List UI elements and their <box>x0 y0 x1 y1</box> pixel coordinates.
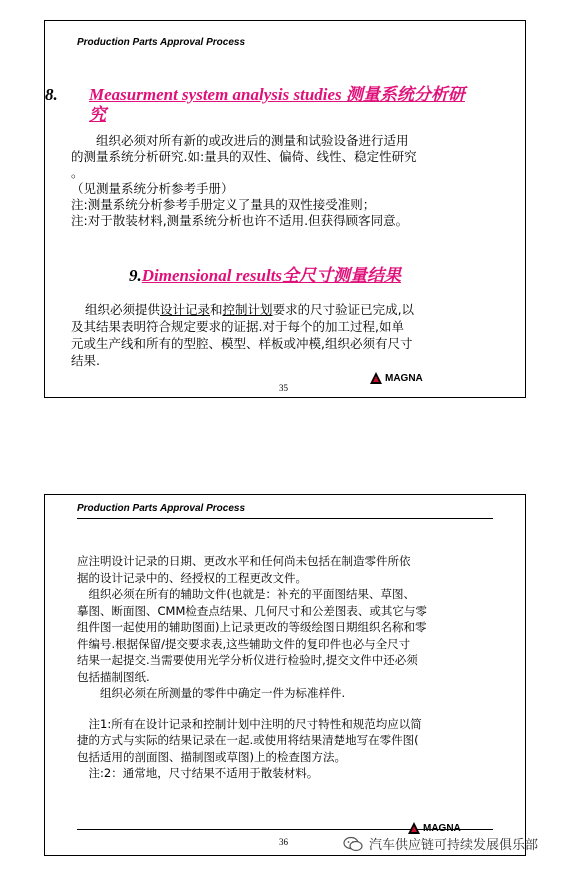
text-line: （见测量系统分析参考手册） <box>71 181 234 196</box>
text-line: 捷的方式与实际的结果记录在一起.或使用将结果清楚地写在零件图( <box>77 733 419 747</box>
magna-logo-icon <box>369 371 383 385</box>
text-span: 和 <box>210 302 223 317</box>
magna-logo <box>369 371 423 385</box>
text-line: 结果一起提交.当需要使用光学分析仪进行检验时,提交文件中还必须 <box>77 653 418 667</box>
text-line: 应注明设计记录的日期、更改水平和任何尚未包括在制造零件所依 <box>77 554 411 568</box>
watermark-text: 汽车供应链可持续发展俱乐部 <box>369 838 539 853</box>
section-title: Dimensional results全尺寸测量结果 <box>141 266 402 285</box>
magna-logo-icon <box>407 821 421 835</box>
text-line: 件编号.根据保留/提交要求表,这些辅助文件的复印件也必与全尺寸 <box>77 636 411 651</box>
logo-text: MAGNA <box>423 822 461 834</box>
slide-36 <box>44 494 526 856</box>
text-line: 。 <box>71 165 84 180</box>
text-line: 注:测量系统分析参考手册定义了量具的双性接受准则； <box>71 197 376 212</box>
section-number: 9. <box>129 266 142 285</box>
slide-35 <box>44 20 526 398</box>
text-line: 注:2：通常地，尺寸结果不适用于散装材料。 <box>77 766 319 780</box>
header-rule <box>77 518 493 519</box>
wechat-icon <box>343 836 363 852</box>
text-line: 注:对于散装材料,测量系统分析也许不适用.但获得顾客同意。 <box>71 213 409 228</box>
page-number: 36 <box>279 837 288 847</box>
slide-header: Production Parts Approval Process <box>77 503 246 514</box>
text-line: 据的设计记录中的、经授权的工程更改文件。 <box>77 570 307 585</box>
blank-line <box>77 702 493 716</box>
text-line <box>71 301 501 318</box>
section-number: 8. <box>45 85 58 104</box>
text-line: 包括适用的剖面图、描制图或草图)上的检查图方法。 <box>77 749 346 764</box>
section-8-body <box>71 133 501 229</box>
section-title: Measurment system analysis studies 测量系统分析研究 <box>89 85 465 124</box>
text-line: 及其结果表明符合规定要求的证据.对于每个的加工过程,如单 <box>71 319 404 334</box>
section-9-heading <box>129 261 401 286</box>
text-line: 组织必须对所有新的或改进后的测量和试验设备进行适用 <box>71 133 409 148</box>
text-line: 包括描制图纸. <box>77 669 150 684</box>
text-line: 摹图、断面图、CMM检查点结果、几何尺寸和公差图表、或其它与零 <box>77 603 427 618</box>
slide-body <box>77 553 493 782</box>
text-line: 元或生产线和所有的型腔、模型、样板或冲模,组织必须有尺寸 <box>71 336 413 351</box>
text-line: 的测量系统分析研究.如:量具的双性、偏倚、线性、稳定性研究 <box>71 149 417 164</box>
text-line: 注1:所有在设计记录和控制计划中注明的尺寸特性和规范均应以简 <box>77 716 422 731</box>
page-number: 35 <box>279 383 288 393</box>
logo-text: MAGNA <box>385 372 423 384</box>
text-line: 组织必须在所有的辅助文件(也就是：补充的平面图结果、草图、 <box>77 587 415 601</box>
text-span: 要求的尺寸验证已完成,以 <box>272 302 415 317</box>
control-plan-text: 控制计划 <box>222 302 273 317</box>
text-line: 组织必须在所测量的零件中确定一件为标准样件. <box>77 686 346 700</box>
text-line: 结果. <box>71 353 100 368</box>
wechat-watermark <box>343 834 538 853</box>
section-9-body <box>71 301 501 369</box>
text-span: 组织必须提供 <box>85 302 161 317</box>
slide-header: Production Parts Approval Process <box>77 37 246 48</box>
magna-logo <box>407 821 461 835</box>
design-record-text: 设计记录 <box>160 302 211 317</box>
text-line: 组件图一起使用的辅助图面)上记录更改的等级绘图日期组织名称和零 <box>77 620 427 634</box>
